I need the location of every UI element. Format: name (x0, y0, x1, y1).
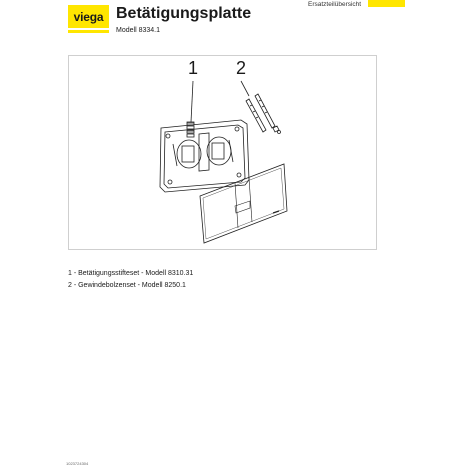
leader-line-1 (191, 81, 193, 122)
callout-2: 2 (236, 58, 247, 78)
corner-label: Ersatzteilübersicht (308, 1, 362, 8)
viega-logo (68, 5, 109, 28)
corner-accent-bar (368, 0, 405, 7)
document-code: 1023724304 (66, 461, 89, 466)
mounting-frame (160, 120, 249, 192)
leader-line-2 (241, 81, 249, 96)
callout-1: 1 (188, 58, 199, 78)
logo-underline (68, 30, 109, 33)
legend-item-1: 1 - Betätigungsstifteset - Modell 8310.31 (68, 270, 194, 277)
logo-text: viega (73, 9, 104, 24)
exploded-drawing (68, 55, 377, 250)
parts-drawing-svg (69, 56, 376, 249)
actuator-plate (200, 164, 287, 243)
legend-item-2: 2 - Gewindebolzenset - Modell 8250.1 (68, 282, 186, 289)
threaded-bolts (246, 94, 281, 134)
model-label: Modell 8334.1 (116, 27, 160, 34)
page-title: Betätigungsplatte (116, 5, 252, 22)
